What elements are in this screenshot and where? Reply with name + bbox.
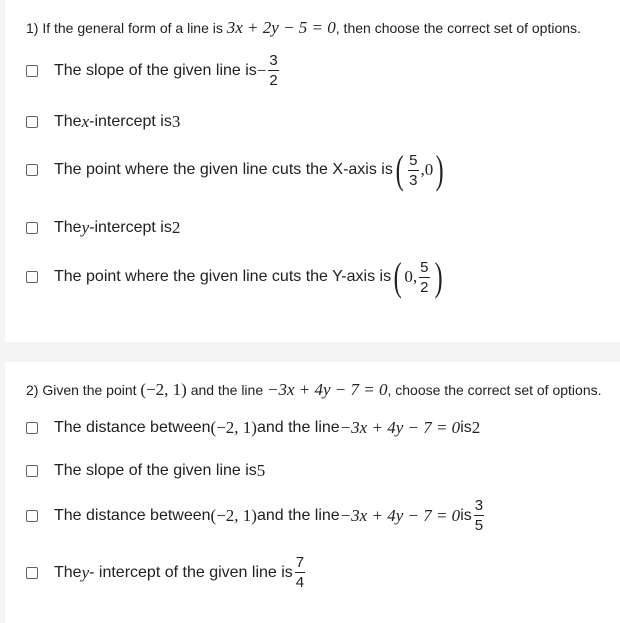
checkbox[interactable] bbox=[26, 164, 38, 176]
question-2-text-end: , choose the correct set of options. bbox=[387, 382, 602, 398]
separator: , bbox=[420, 160, 425, 179]
equation: −3x + 4y − 7 = 0 bbox=[339, 418, 461, 437]
q1-option-3[interactable] bbox=[26, 147, 447, 192]
checkbox[interactable] bbox=[26, 465, 38, 477]
numerator: 7 bbox=[295, 554, 305, 571]
option-value: 2 bbox=[171, 218, 181, 237]
right-paren: ) bbox=[435, 147, 444, 192]
fraction bbox=[408, 153, 418, 188]
checkbox[interactable] bbox=[26, 422, 38, 434]
q2-option-4[interactable] bbox=[26, 555, 307, 590]
option-text: The bbox=[54, 563, 82, 581]
question-2-text: and the line bbox=[186, 382, 267, 398]
option-text: - intercept of the given line is bbox=[89, 563, 293, 581]
left-paren: ( bbox=[393, 254, 402, 299]
option-value: 3 bbox=[171, 112, 181, 131]
question-card-2 bbox=[5, 362, 620, 623]
option-text: and the line bbox=[256, 506, 340, 524]
q1-option-1[interactable] bbox=[26, 53, 281, 88]
separator: , bbox=[412, 267, 418, 286]
checkbox[interactable] bbox=[26, 222, 38, 234]
question-2-title bbox=[26, 380, 602, 400]
denominator: 2 bbox=[420, 278, 429, 296]
right-paren: ) bbox=[434, 254, 443, 299]
question-2-point: (−2, 1) bbox=[140, 380, 187, 399]
option-text: and the line bbox=[256, 419, 340, 436]
variable: y bbox=[81, 562, 90, 582]
fraction bbox=[295, 555, 305, 590]
denominator: 4 bbox=[295, 574, 305, 591]
fraction bbox=[474, 498, 484, 533]
checkbox[interactable] bbox=[26, 510, 38, 522]
option-text: The distance between bbox=[54, 506, 211, 524]
question-2-text: 2) Given the point bbox=[26, 382, 141, 398]
q2-option-2[interactable] bbox=[26, 461, 265, 481]
option-text: The point where the given line cuts the Y-axis is bbox=[54, 268, 392, 285]
option-text: is bbox=[460, 419, 472, 436]
question-card-1 bbox=[5, 0, 620, 342]
numerator: 5 bbox=[420, 258, 429, 276]
checkbox[interactable] bbox=[26, 567, 38, 579]
checkbox[interactable] bbox=[26, 271, 38, 283]
q1-option-4[interactable] bbox=[26, 218, 180, 238]
q1-option-2[interactable] bbox=[26, 112, 180, 132]
option-value: 2 bbox=[471, 418, 481, 437]
checkbox[interactable] bbox=[26, 65, 38, 77]
question-1-text-end: , then choose the correct set of options. bbox=[335, 20, 581, 36]
option-text: The distance between bbox=[54, 419, 211, 436]
point: (−2, 1) bbox=[210, 505, 257, 525]
denominator: 2 bbox=[269, 72, 278, 89]
fraction bbox=[268, 53, 278, 88]
q2-option-3[interactable] bbox=[26, 498, 486, 533]
variable: x bbox=[81, 112, 90, 131]
question-1-equation: 3x + 2y − 5 = 0 bbox=[226, 18, 336, 37]
coordinate-y: 0 bbox=[424, 160, 434, 179]
denominator: 3 bbox=[409, 171, 418, 189]
question-1-text: 1) If the general form of a line is bbox=[26, 20, 227, 36]
equation: −3x + 4y − 7 = 0 bbox=[339, 505, 461, 525]
q2-option-1[interactable] bbox=[26, 418, 480, 438]
option-text: The bbox=[54, 113, 82, 130]
coordinate-x: 0 bbox=[404, 267, 413, 286]
numerator: 3 bbox=[474, 497, 484, 514]
left-paren: ( bbox=[395, 147, 404, 192]
option-text: is bbox=[460, 506, 472, 524]
option-text: The bbox=[54, 219, 82, 236]
numerator: 5 bbox=[409, 151, 418, 169]
point: (−2, 1) bbox=[210, 418, 257, 437]
minus-sign: − bbox=[256, 60, 267, 80]
option-text: The slope of the given line is bbox=[54, 462, 257, 479]
option-text: The slope of the given line is bbox=[54, 61, 257, 79]
option-text: The point where the given line cuts the X-axis is bbox=[54, 161, 393, 178]
variable: y bbox=[81, 218, 90, 237]
denominator: 5 bbox=[474, 517, 484, 534]
fraction bbox=[419, 260, 429, 295]
question-1-title bbox=[26, 18, 581, 38]
option-text: -intercept is bbox=[89, 219, 172, 236]
q1-option-5[interactable] bbox=[26, 254, 445, 299]
option-text: -intercept is bbox=[89, 113, 172, 130]
question-2-equation: −3x + 4y − 7 = 0 bbox=[267, 380, 388, 399]
checkbox[interactable] bbox=[26, 116, 38, 128]
option-value: 5 bbox=[256, 461, 266, 480]
numerator: 3 bbox=[269, 52, 278, 69]
